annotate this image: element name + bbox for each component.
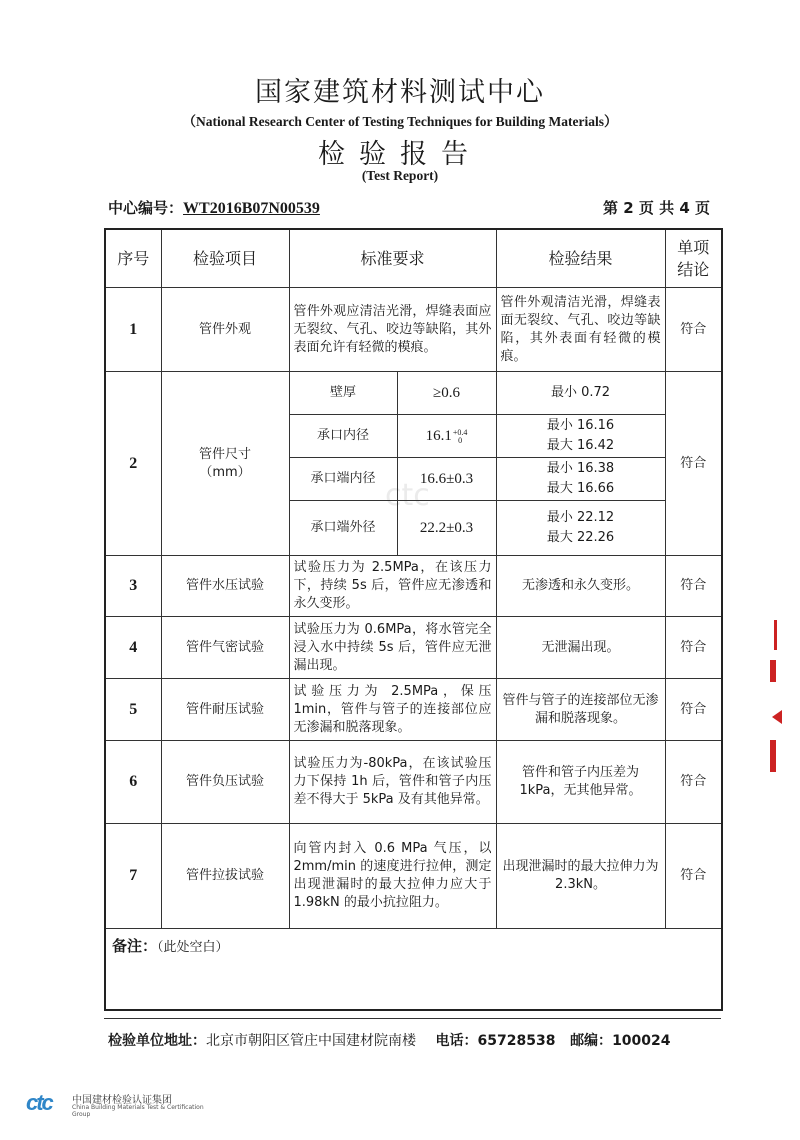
row-item: 管件耐压试验 <box>161 679 289 741</box>
header-result: 检验结果 <box>496 229 665 288</box>
row-no: 1 <box>105 288 161 372</box>
sub-item-result-line: 最小 0.72 <box>550 385 611 400</box>
doc-title: 检验报告 <box>318 139 482 170</box>
row-conclusion: 符合 <box>665 679 722 741</box>
row-item: 管件外观 <box>161 288 289 372</box>
sub-item-result-line: 最小 22.12 <box>546 510 615 525</box>
row-standard: 向管内封入 0.6 MPa 气压，以 2mm/min 的速度进行拉伸，测定出现泄漏时的最大拉伸力应大于 1.98kN 的最小抗拉阻力。 <box>289 824 496 929</box>
sub-item-requirement <box>397 415 496 458</box>
zip-label: 邮编： <box>570 1033 613 1049</box>
report-number-label: 中心编号： <box>108 199 184 217</box>
footer-divider <box>104 1018 721 1019</box>
sub-item-result-line: 最小 16.38 <box>546 461 615 476</box>
row-standard: 试验压力为 2.5MPa，在该压力下，持续 5s 后，管件应无渗透和永久变形。 <box>289 556 496 617</box>
row-result: 管件和管子内压差为 1kPa，无其他异常。 <box>496 741 665 824</box>
ctc-logo <box>26 1088 216 1116</box>
table-row <box>105 679 722 741</box>
address-label: 检验单位地址： <box>108 1033 206 1049</box>
sub-item-requirement: 16.6±0.3 <box>397 458 496 501</box>
phone-value: 65728538 <box>477 1033 556 1049</box>
table-header-row <box>105 229 722 288</box>
page-info: 第 2 页 共 4 页 <box>603 199 710 217</box>
row-conclusion: 符合 <box>665 741 722 824</box>
report-number-line <box>108 197 320 218</box>
row-conclusion: 符合 <box>665 288 722 372</box>
table-row <box>105 556 722 617</box>
sub-item-result-line: 最小 16.16 <box>546 418 615 433</box>
sub-item-name: 壁厚 <box>289 372 397 415</box>
remark-cell <box>105 929 722 1011</box>
report-number: WT2016B07N00539 <box>183 200 320 217</box>
stamp-mark <box>772 710 782 724</box>
row-no: 6 <box>105 741 161 824</box>
sub-item-result <box>496 458 665 501</box>
row-item: 管件水压试验 <box>161 556 289 617</box>
org-title: 国家建筑材料测试中心 <box>255 77 545 108</box>
address-value: 北京市朝阳区管庄中国建材院南楼 <box>206 1033 416 1049</box>
sub-item-requirement: 22.2±0.3 <box>397 501 496 556</box>
row-item: 管件拉拔试验 <box>161 824 289 929</box>
phone-label: 电话： <box>435 1033 478 1049</box>
row-no: 7 <box>105 824 161 929</box>
sub-item-name: 承口内径 <box>289 415 397 458</box>
row-item <box>161 372 289 556</box>
row-conclusion: 符合 <box>665 372 722 556</box>
sub-item-name: 承口端外径 <box>289 501 397 556</box>
sub-item-name: 承口端内径 <box>289 458 397 501</box>
doc-title-en: (Test Report) <box>361 168 439 183</box>
row-result: 管件外观清洁光滑，焊缝表面无裂纹、气孔、咬边等缺陷，其外表面有轻微的模痕。 <box>496 288 665 372</box>
row-result: 无渗透和永久变形。 <box>496 556 665 617</box>
header-conclusion-text: 单项结论 <box>677 237 710 279</box>
stamp-mark <box>774 620 777 650</box>
row-no: 3 <box>105 556 161 617</box>
row-standard: 管件外观应清洁光滑，焊缝表面应无裂纹、气孔、咬边等缺陷，其外表面允许有轻微的模痕。 <box>289 288 496 372</box>
row-item: 管件负压试验 <box>161 741 289 824</box>
header-item: 检验项目 <box>161 229 289 288</box>
watermark: ctc <box>385 478 430 513</box>
row-standard: 试验压力为-80kPa，在该试验压力下保持 1h 后，管件和管子内压差不得大于 5kPa 及有其他异常。 <box>289 741 496 824</box>
logo-en-text: China Building Materials Test & Certification Group <box>72 1104 204 1118</box>
table-row <box>105 741 722 824</box>
sub-item-result-line: 最大 22.26 <box>546 530 615 545</box>
tolerance-lower: 0 <box>458 435 463 445</box>
row-result: 无泄漏出现。 <box>496 617 665 679</box>
logo-cn-text: 中国建材检验认证集团 <box>72 1095 172 1106</box>
sub-item-result <box>496 415 665 458</box>
sub-item-result <box>496 372 665 415</box>
row-item-unit: （mm） <box>199 464 251 480</box>
row-conclusion: 符合 <box>665 617 722 679</box>
row-no: 5 <box>105 679 161 741</box>
remark-label: 备注： <box>112 937 158 955</box>
stamp-mark <box>770 740 776 772</box>
header-standard: 标准要求 <box>289 229 496 288</box>
row-conclusion: 符合 <box>665 556 722 617</box>
table-row <box>105 617 722 679</box>
table-row <box>105 824 722 929</box>
stamp-mark <box>770 660 776 682</box>
remark-row <box>105 929 722 1011</box>
row-standard: 试验压力为 0.6MPa，将水管完全浸入水中持续 5s 后，管件应无泄漏出现。 <box>289 617 496 679</box>
test-results-table <box>104 228 723 1011</box>
row-no: 2 <box>105 372 161 556</box>
sub-item-result-line: 最大 16.42 <box>546 438 615 453</box>
org-title-en: （National Research Center of Testing Techniques for Building Materials） <box>182 114 618 129</box>
row-conclusion: 符合 <box>665 824 722 929</box>
row-item: 管件气密试验 <box>161 617 289 679</box>
row-result: 出现泄漏时的最大拉伸力为 2.3kN。 <box>496 824 665 929</box>
sub-item-result-line: 最大 16.66 <box>546 481 615 496</box>
remark-text: （此处空白） <box>157 940 229 955</box>
zip-value: 100024 <box>612 1033 671 1049</box>
seam-stamp-marks <box>766 620 786 780</box>
sub-item-requirement: ≥0.6 <box>397 372 496 415</box>
tolerance-upper: +0.4 <box>452 427 468 437</box>
sub-item-result <box>496 501 665 556</box>
table-row <box>105 372 722 415</box>
tolerance <box>453 429 468 445</box>
table-row <box>105 288 722 372</box>
sub-item-requirement-value: 16.1 <box>425 428 452 444</box>
row-standard: 试验压力为 2.5MPa，保压 1min，管件与管子的连接部位应无渗漏和脱落现象。 <box>289 679 496 741</box>
ctc-logo-icon: ctc <box>26 1090 52 1115</box>
row-item-name: 管件尺寸 <box>198 446 251 462</box>
row-no: 4 <box>105 617 161 679</box>
row-result: 管件与管子的连接部位无渗漏和脱落现象。 <box>496 679 665 741</box>
header-no: 序号 <box>105 229 161 288</box>
footer-address <box>108 1030 671 1050</box>
header-conclusion <box>665 229 722 288</box>
